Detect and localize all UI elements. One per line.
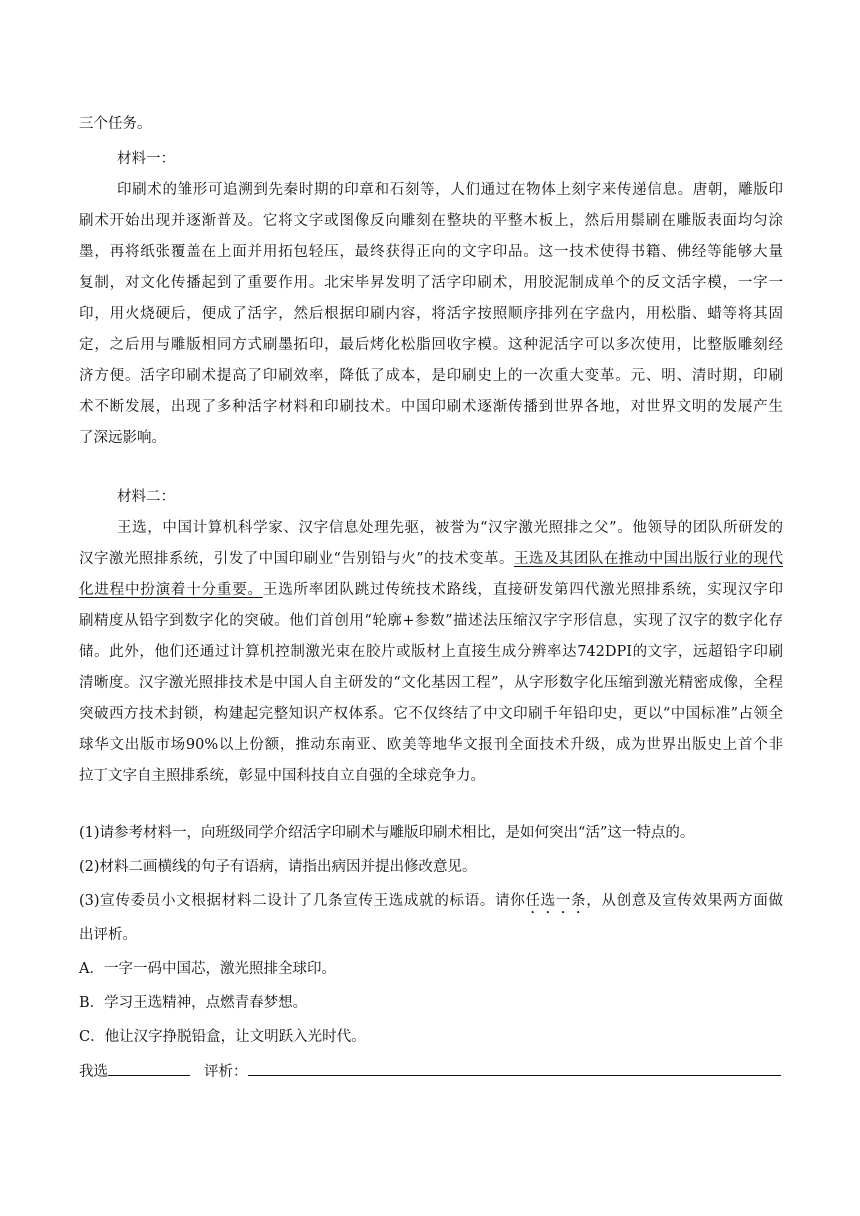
underlined-sentence: 化进程中扮演着十分重要。 <box>79 582 263 598</box>
paragraph-line: 球华文出版市场90%以上份额，推动东南亚、欧美等地华文报刊全面技术升级，成为世界出版史上首个非 <box>79 737 783 753</box>
analysis-blank[interactable] <box>248 1061 781 1076</box>
paragraph-line: 印，用火烧硬后，便成了活字，然后根据印刷内容，将活字按照顺序排列在字盘内，用松脂、蜡等将其固 <box>79 306 783 322</box>
option-b: B．学习王选精神，点燃青春梦想。 <box>79 995 308 1011</box>
underlined-sentence: 王选及其团队在推动中国出版行业的现代 <box>513 551 784 567</box>
material-one-heading: 材料一： <box>117 151 175 167</box>
paragraph-line: 济方便。活字印刷术提高了印刷效率，降低了成本，是印刷史上的一次重大变革。元、明、清时期，印刷 <box>79 368 783 384</box>
text-span: 王选所率团队跳过传统技术路线，直接研发第四代激光照排系统，实现汉字印 <box>262 582 784 598</box>
question-3 <box>79 891 783 917</box>
question-3-continued: 出评析。 <box>79 927 137 943</box>
intro-text: 三个任务。 <box>79 116 152 132</box>
text-span: (3)宣传委员小文根据材料二设计了几条宣传王选成就的标语。请你 <box>79 893 526 909</box>
paragraph-line: 墨，再将纸张覆盖在上面并用拓包轻压，最终获得正向的文字印品。这一技术使得书籍、佛经等能够大量 <box>79 244 783 260</box>
option-a: A．一字一码中国芯，激光照排全球印。 <box>79 961 336 977</box>
material-two-line <box>79 580 783 600</box>
paragraph-line: 定，之后用与雕版相同方式刷墨拓印，最后烤化松脂回收字模。这种泥活字可以多次使用，比整版雕刻经 <box>79 337 783 353</box>
material-two-line: 王选，中国计算机科学家、汉字信息处理先驱，被誉为“汉字激光照排之父”。他领导的团队所研发的 <box>117 520 783 536</box>
paragraph-line: 储。此外，他们还通过计算机控制激光束在胶片或版材上直接生成分辨率达742DPI的文字，远超铅字印刷 <box>79 644 783 660</box>
option-c: C．他让汉字挣脱铅盒，让文明跃入光时代。 <box>79 1029 366 1045</box>
question-1: (1)请参考材料一，向班级同学介绍活字印刷术与雕版印刷术相比，是如何突出“活”这一特点的。 <box>79 825 695 841</box>
paragraph-line: 清晰度。汉字激光照排技术是中国人自主研发的“文化基因工程”，从字形数字化压缩到激光精密成像，全程 <box>79 675 783 691</box>
choose-label: 我选 <box>79 1064 108 1080</box>
material-two-line <box>79 549 783 569</box>
question-2: (2)材料二画横线的句子有语病，请指出病因并提出修改意见。 <box>79 859 477 875</box>
text-span: 汉字激光照排系统，引发了中国印刷业“告别铅与火”的技术变革。 <box>79 551 514 567</box>
paragraph-line: 拉丁文字自主照排系统，彰显中国科技自立自强的全球竞争力。 <box>79 768 485 784</box>
paragraph-line: 突破西方技术封锁，构建起完整知识产权体系。它不仅终结了中文印刷千年铅印史，更以“中国标准”占领全 <box>79 706 783 722</box>
paragraph-line: 术不断发展，出现了多种活字材料和印刷技术。中国印刷术逐渐传播到世界各地，对世界文明的发展产生 <box>79 399 783 415</box>
analysis-label: 评析： <box>204 1064 248 1080</box>
emphasized-text: 任选一条 <box>525 893 587 909</box>
paragraph-line: 复制，对文化传播起到了重要作用。北宋毕昇发明了活字印刷术，用胶泥制成单个的反文活字模，一字一 <box>79 275 783 291</box>
paragraph-line: 刷术开始出现并逐渐普及。它将文字或图像反向雕刻在整块的平整木板上，然后用鬃刷在雕版表面均匀涂 <box>79 213 783 229</box>
paragraph-line: 了深远影响。 <box>79 430 166 446</box>
paragraph-line: 印刷术的雏形可追溯到先秦时期的印章和石刻等，人们通过在物体上刻字来传递信息。唐朝，雕版印 <box>117 182 783 198</box>
choice-blank[interactable] <box>108 1061 190 1076</box>
paragraph-line: 刷精度从铅字到数字化的突破。他们首创用“轮廓+参数”描述法压缩汉字字形信息，实现了汉字的数字化存 <box>79 613 783 629</box>
material-two-heading: 材料二： <box>117 489 175 505</box>
answer-line <box>79 1061 783 1082</box>
text-span: ，从创意及宣传效果两方面做 <box>586 893 784 909</box>
